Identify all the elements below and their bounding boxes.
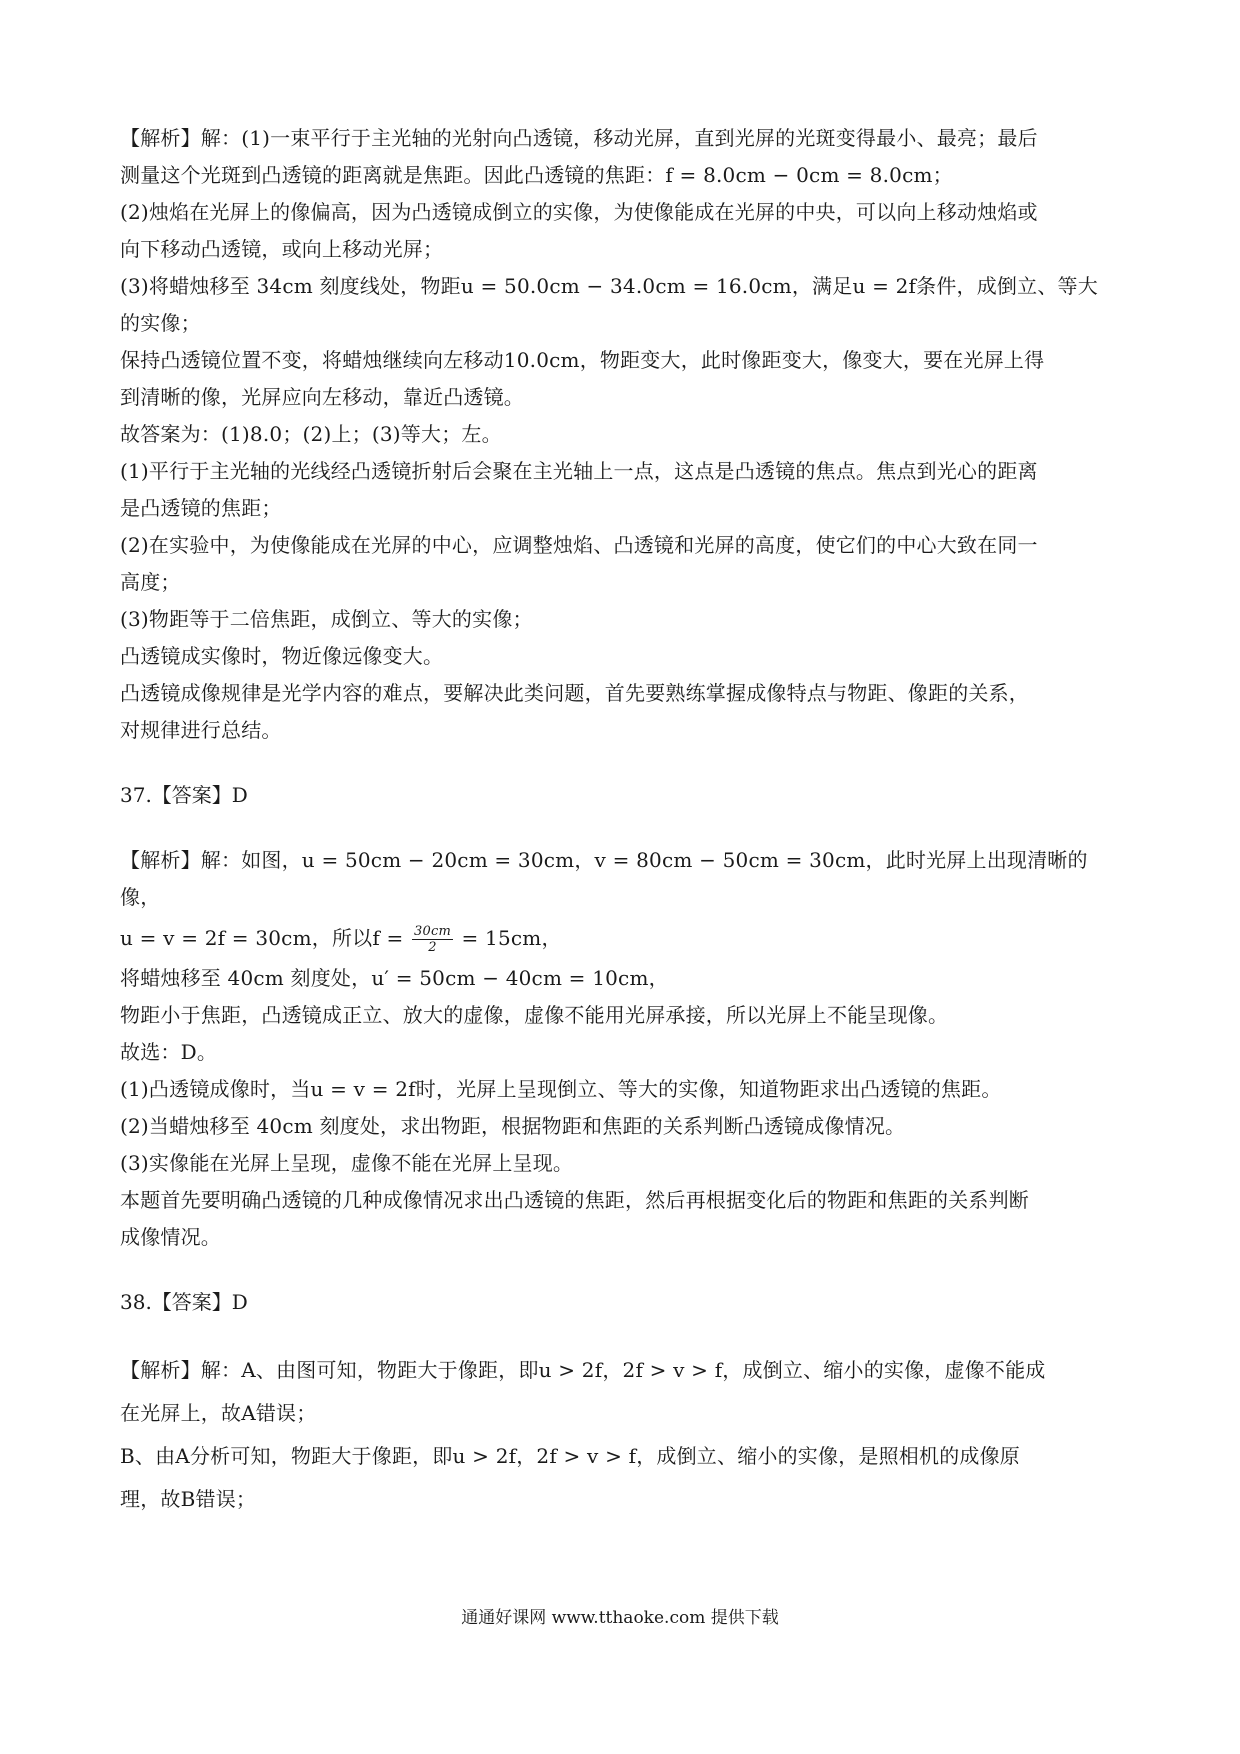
section-36-explanation <box>120 120 1120 749</box>
text-line: 故选：D。 <box>120 1040 218 1064</box>
text-line: 高度； <box>120 570 181 594</box>
text-line: 保持凸透镜位置不变，将蜡烛继续向左移动10.0cm，物距变大，此时像距变大，像变大，要在光屏上得 <box>120 348 1045 372</box>
section-37 <box>120 777 1120 1256</box>
text-line: 本题首先要明确凸透镜的几种成像情况求出凸透镜的焦距，然后再根据变化后的物距和焦距的关系判断 <box>120 1188 1029 1212</box>
text-line: (3)实像能在光屏上呈现，虚像不能在光屏上呈现。 <box>120 1151 574 1175</box>
text-line: 凸透镜成实像时，物近像远像变大。 <box>120 644 444 668</box>
formula-suffix: = 15cm， <box>461 926 562 950</box>
text-line: 物距小于焦距，凸透镜成正立、放大的虚像，虚像不能用光屏承接，所以光屏上不能呈现像。 <box>120 1003 949 1027</box>
text-line: 凸透镜成像规律是光学内容的难点，要解决此类问题，首先要熟练掌握成像特点与物距、像距的关系， <box>120 681 1029 705</box>
text-line: 【解析】解：A、由图可知，物距大于像距，即u > 2f，2f > v > f，成倒立、缩小的实像，虚像不能成 <box>120 1358 1046 1382</box>
text-line: (2)在实验中，为使像能成在光屏的中心，应调整烛焰、凸透镜和光屏的高度，使它们的中心大致在同一 <box>120 533 1038 557</box>
fraction-denominator: 2 <box>428 940 437 955</box>
text-line: (2)当蜡烛移至 40cm 刻度处，求出物距，根据物距和焦距的关系判断凸透镜成像情况。 <box>120 1114 906 1138</box>
text-line: 成像情况。 <box>120 1225 221 1249</box>
text-line: 测量这个光斑到凸透镜的距离就是焦距。因此凸透镜的焦距：f = 8.0cm − 0cm = 8.0cm； <box>120 163 953 187</box>
text-line: 的实像； <box>120 311 201 335</box>
page-footer: 通通好课网 www.tthaoke.com 提供下载 <box>461 1608 779 1628</box>
text-line: 到清晰的像，光屏应向左移动，靠近凸透镜。 <box>120 385 524 409</box>
fraction <box>412 924 453 955</box>
text-line: (3)物距等于二倍焦距，成倒立、等大的实像； <box>120 607 533 631</box>
text-line: 在光屏上，故A错误； <box>120 1401 317 1425</box>
formula-line <box>120 916 1120 960</box>
document-page <box>120 120 1120 1521</box>
section-38 <box>120 1284 1120 1521</box>
text-line: 【解析】解：(1)一束平行于主光轴的光射向凸透镜，移动光屏，直到光屏的光斑变得最小、最亮；最后 <box>120 126 1038 150</box>
text-line: (1)凸透镜成像时，当u = v = 2f时，光屏上呈现倒立、等大的实像，知道物距求出凸透镜的焦距。 <box>120 1077 1002 1101</box>
fraction-numerator: 30cm <box>414 924 451 939</box>
text-line: 将蜡烛移至 40cm 刻度处，u′ = 50cm − 40cm = 10cm， <box>120 966 669 990</box>
formula-prefix: u = v = 2f = 30cm，所以f = <box>120 926 404 950</box>
text-line: 对规律进行总结。 <box>120 718 282 742</box>
text-line: 向下移动凸透镜，或向上移动光屏； <box>120 237 444 261</box>
text-line: (1)平行于主光轴的光线经凸透镜折射后会聚在主光轴上一点，这点是凸透镜的焦点。焦点到光心的距离 <box>120 459 1038 483</box>
text-line: 像， <box>120 885 161 909</box>
text-line: B、由A分析可知，物距大于像距，即u > 2f，2f > v > f，成倒立、缩小的实像，是照相机的成像原 <box>120 1444 1020 1468</box>
text-line: 理，故B错误； <box>120 1487 257 1511</box>
text-line: (3)将蜡烛移至 34cm 刻度线处，物距u = 50.0cm − 34.0cm = 16.0cm，满足u = 2f条件，成倒立、等大 <box>120 274 1098 298</box>
text-line: 【解析】解：如图，u = 50cm − 20cm = 30cm，v = 80cm − 50cm = 30cm，此时光屏上出现清晰的 <box>120 848 1088 872</box>
answer-heading: 38.【答案】D <box>120 1290 248 1314</box>
text-line: (2)烛焰在光屏上的像偏高，因为凸透镜成倒立的实像，为使像能成在光屏的中央，可以向上移动烛焰或 <box>120 200 1038 224</box>
answer-heading: 37.【答案】D <box>120 783 248 807</box>
text-line: 故答案为：(1)8.0；(2)上；(3)等大；左。 <box>120 422 502 446</box>
text-line: 是凸透镜的焦距； <box>120 496 282 520</box>
